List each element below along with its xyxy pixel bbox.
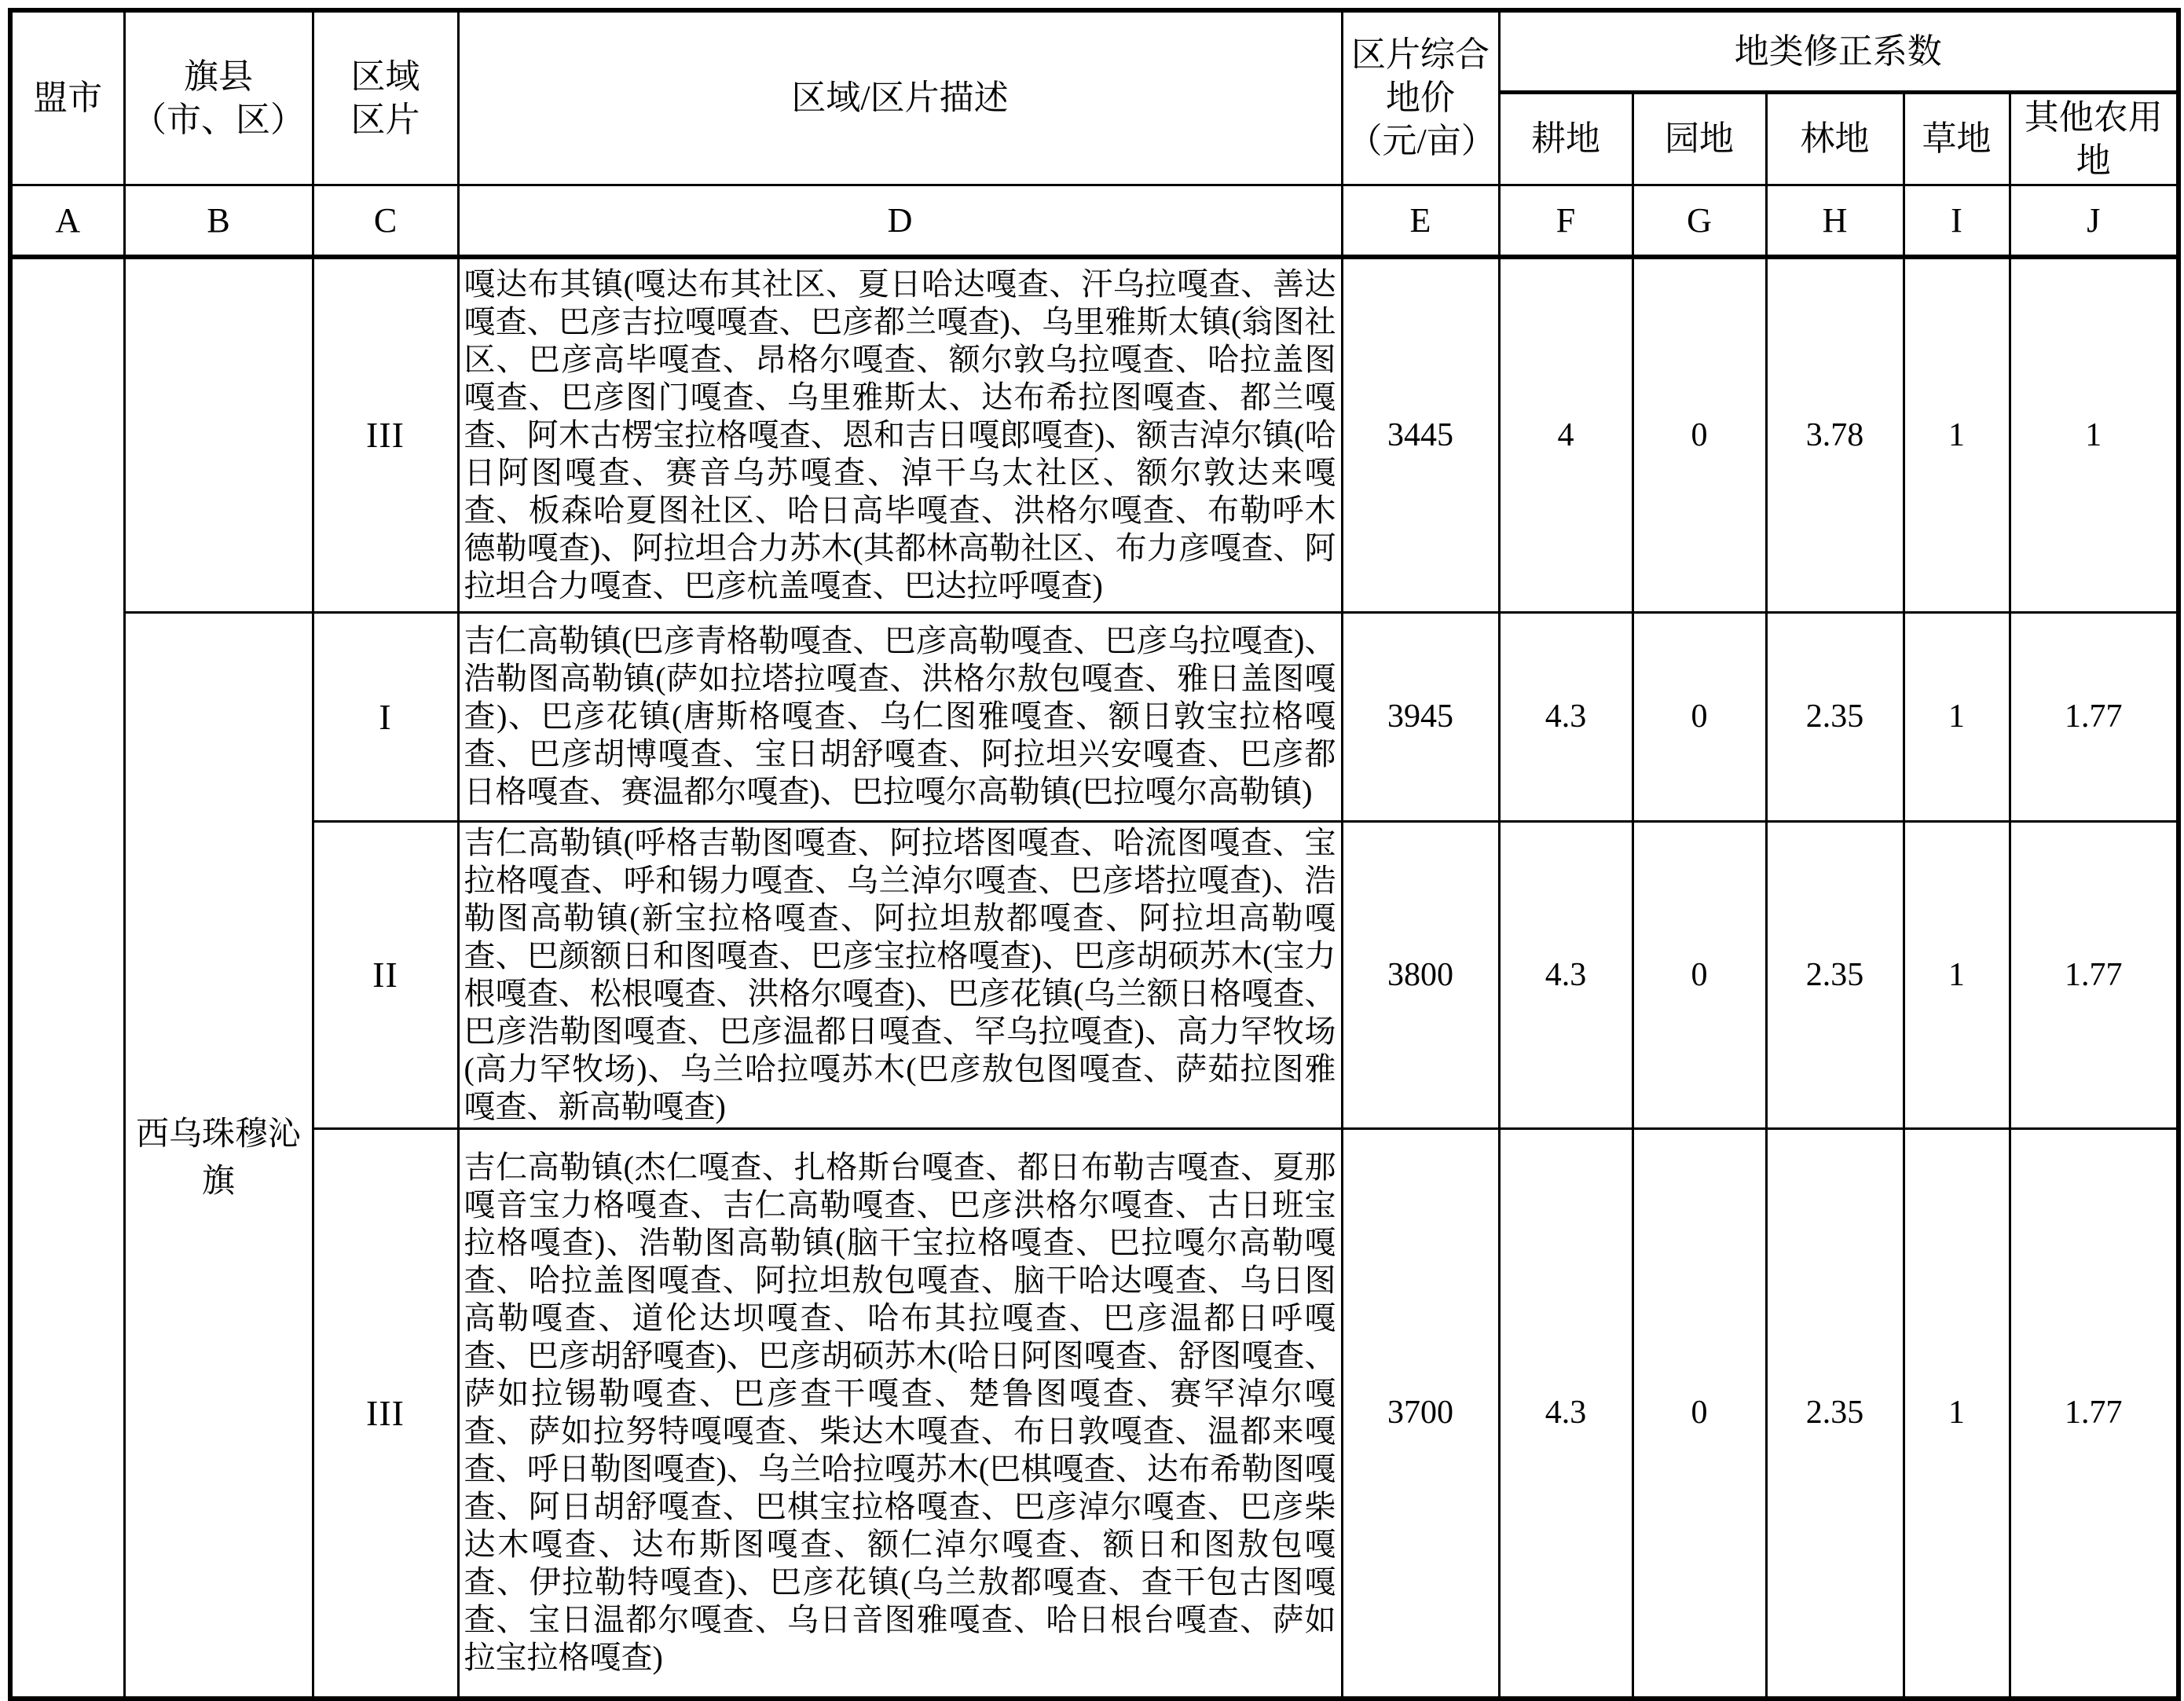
column-letter-g: G: [1633, 185, 1766, 257]
header-qita-label: 其他农用地: [2024, 97, 2163, 180]
header-price-line3: （元/亩）: [1347, 122, 1496, 161]
mengshi-value-cell: [10, 257, 124, 1699]
header-quyu-line2: 区片: [350, 100, 420, 139]
lindi-cell: 2.35: [1766, 1128, 1904, 1699]
header-lindi-label: 林地: [1800, 119, 1870, 158]
yuandi-cell: 0: [1633, 257, 1766, 612]
column-letter-b: B: [124, 185, 313, 257]
header-gengdi: [1499, 92, 1633, 185]
price-cell: 3800: [1342, 821, 1499, 1128]
qita-cell: 1: [2010, 257, 2179, 612]
header-coefficient-label: 地类修正系数: [1734, 31, 1942, 71]
header-price-line2: 地价: [1386, 79, 1455, 118]
yuandi-cell: 0: [1633, 821, 1766, 1128]
qita-cell: 1.77: [2010, 612, 2179, 821]
yuandi-cell: 0: [1633, 612, 1766, 821]
header-qixian: [124, 10, 313, 185]
header-description-label: 区域/区片描述: [791, 79, 1009, 118]
caodi-cell: 1: [1904, 821, 2010, 1128]
header-qixian-line1: 旗县: [184, 57, 253, 96]
description-cell: 嘎达布其镇(嘎达布其社区、夏日哈达嘎查、汗乌拉嘎查、善达嘎查、巴彦吉拉嘎嘎查、巴彦都兰嘎查)、乌里雅斯太镇(翁图社区、巴彦高毕嘎查、昂格尔嘎查、额尔敦乌拉嘎查、哈拉盖图嘎查、巴彦图门嘎查、乌里雅斯太、达布希拉图嘎查、都兰嘎查、阿木古楞宝拉格嘎查、恩和吉日嘎郎嘎查)、额吉淖尔镇(哈日阿图嘎查、赛音乌苏嘎查、淖干乌太社区、额尔敦达来嘎查、板森哈夏图社区、哈日高毕嘎查、洪格尔嘎查、布勒呼木德勒嘎查)、阿拉坦合力苏木(其都林高勒社区、布力彦嘎查、阿拉坦合力嘎查、巴彦杭盖嘎查、巴达拉呼嘎查): [458, 257, 1342, 612]
land-price-table: [8, 8, 2181, 1701]
table-row: [10, 821, 2179, 1128]
price-cell: 3700: [1342, 1128, 1499, 1699]
header-quyu-qupian: [313, 10, 458, 185]
header-yuandi-label: 园地: [1665, 119, 1734, 158]
zone-cell: II: [313, 821, 458, 1128]
price-cell: 3445: [1342, 257, 1499, 612]
column-letter-j: J: [2010, 185, 2179, 257]
yuandi-cell: 0: [1633, 1128, 1766, 1699]
zone-cell: III: [313, 1128, 458, 1699]
gengdi-cell: 4.3: [1499, 612, 1633, 821]
price-cell: 3945: [1342, 612, 1499, 821]
qita-cell: 1.77: [2010, 1128, 2179, 1699]
zone-cell: III: [313, 257, 458, 612]
header-gengdi-label: 耕地: [1531, 119, 1600, 158]
header-qita-nongyongdi: [2010, 92, 2179, 185]
zone-cell: I: [313, 612, 458, 821]
column-letter-d: D: [458, 185, 1342, 257]
column-letter-h: H: [1766, 185, 1904, 257]
gengdi-cell: 4.3: [1499, 1128, 1633, 1699]
county-cell-row1: [124, 257, 313, 612]
caodi-cell: 1: [1904, 1128, 2010, 1699]
lindi-cell: 2.35: [1766, 821, 1904, 1128]
lindi-cell: 2.35: [1766, 612, 1904, 821]
description-cell: 吉仁高勒镇(巴彦青格勒嘎查、巴彦高勒嘎查、巴彦乌拉嘎查)、浩勒图高勒镇(萨如拉塔拉嘎查、洪格尔敖包嘎查、雅日盖图嘎查)、巴彦花镇(唐斯格嘎查、乌仁图雅嘎查、额日敦宝拉格嘎查、巴彦胡博嘎查、宝日胡舒嘎查、阿拉坦兴安嘎查、巴彦都日格嘎查、赛温都尔嘎查)、巴拉嘎尔高勒镇(巴拉嘎尔高勒镇): [458, 612, 1342, 821]
header-quyu-line1: 区域: [350, 57, 420, 96]
column-letter-a: A: [10, 185, 124, 257]
caodi-cell: 1: [1904, 257, 2010, 612]
caodi-cell: 1: [1904, 612, 2010, 821]
column-letter-f: F: [1499, 185, 1633, 257]
gengdi-cell: 4: [1499, 257, 1633, 612]
county-cell-merged: 西乌珠穆沁旗: [124, 612, 313, 1699]
header-mengshi-label: 盟市: [33, 79, 103, 118]
gengdi-cell: 4.3: [1499, 821, 1633, 1128]
column-letter-i: I: [1904, 185, 2010, 257]
header-mengshi: [10, 10, 124, 185]
table-row: [10, 612, 2179, 821]
header-qixian-line2: （市、区）: [132, 100, 305, 139]
column-letter-e: E: [1342, 185, 1499, 257]
header-caodi-label: 草地: [1922, 119, 1992, 158]
header-coefficient-group: [1499, 10, 2179, 92]
header-caodi: [1904, 92, 2010, 185]
table-row: [10, 1128, 2179, 1699]
table-row: [10, 257, 2179, 612]
lindi-cell: 3.78: [1766, 257, 1904, 612]
description-cell: 吉仁高勒镇(呼格吉勒图嘎查、阿拉塔图嘎查、哈流图嘎查、宝拉格嘎查、呼和锡力嘎查、乌兰淖尔嘎查、巴彦塔拉嘎查)、浩勒图高勒镇(新宝拉格嘎查、阿拉坦敖都嘎查、阿拉坦高勒嘎查、巴颜额日和图嘎查、巴彦宝拉格嘎查)、巴彦胡硕苏木(宝力根嘎查、松根嘎查、洪格尔嘎查)、巴彦花镇(乌兰额日格嘎查、巴彦浩勒图嘎查、巴彦温都日嘎查、罕乌拉嘎查)、高力罕牧场(高力罕牧场)、乌兰哈拉嘎苏木(巴彦敖包图嘎查、萨茹拉图雅嘎查、新高勒嘎查): [458, 821, 1342, 1128]
header-price-line1: 区片综合: [1351, 35, 1490, 75]
header-yuandi: [1633, 92, 1766, 185]
column-letter-c: C: [313, 185, 458, 257]
description-cell: 吉仁高勒镇(杰仁嘎查、扎格斯台嘎查、都日布勒吉嘎查、夏那嘎音宝力格嘎查、吉仁高勒嘎查、巴彦洪格尔嘎查、古日班宝拉格嘎查)、浩勒图高勒镇(脑干宝拉格嘎查、巴拉嘎尔高勒嘎查、哈拉盖图嘎查、阿拉坦敖包嘎查、脑干哈达嘎查、乌日图高勒嘎查、道伦达坝嘎查、哈布其拉嘎查、巴彦温都日呼嘎查、巴彦胡舒嘎查)、巴彦胡硕苏木(哈日阿图嘎查、舒图嘎查、萨如拉锡勒嘎查、巴彦查干嘎查、楚鲁图嘎查、赛罕淖尔嘎查、萨如拉努特嘎嘎查、柴达木嘎查、布日敦嘎查、温都来嘎查、呼日勒图嘎查)、乌兰哈拉嘎苏木(巴棋嘎查、达布希勒图嘎查、阿日胡舒嘎查、巴棋宝拉格嘎查、巴彦淖尔嘎查、巴彦柴达木嘎查、达布斯图嘎查、额仁淖尔嘎查、额日和图敖包嘎查、伊拉勒特嘎查)、巴彦花镇(乌兰敖都嘎查、查干包古图嘎查、宝日温都尔嘎查、乌日音图雅嘎查、哈日根台嘎查、萨如拉宝拉格嘎查): [458, 1128, 1342, 1699]
header-description: [458, 10, 1342, 185]
qita-cell: 1.77: [2010, 821, 2179, 1128]
header-lindi: [1766, 92, 1904, 185]
header-price: [1342, 10, 1499, 185]
